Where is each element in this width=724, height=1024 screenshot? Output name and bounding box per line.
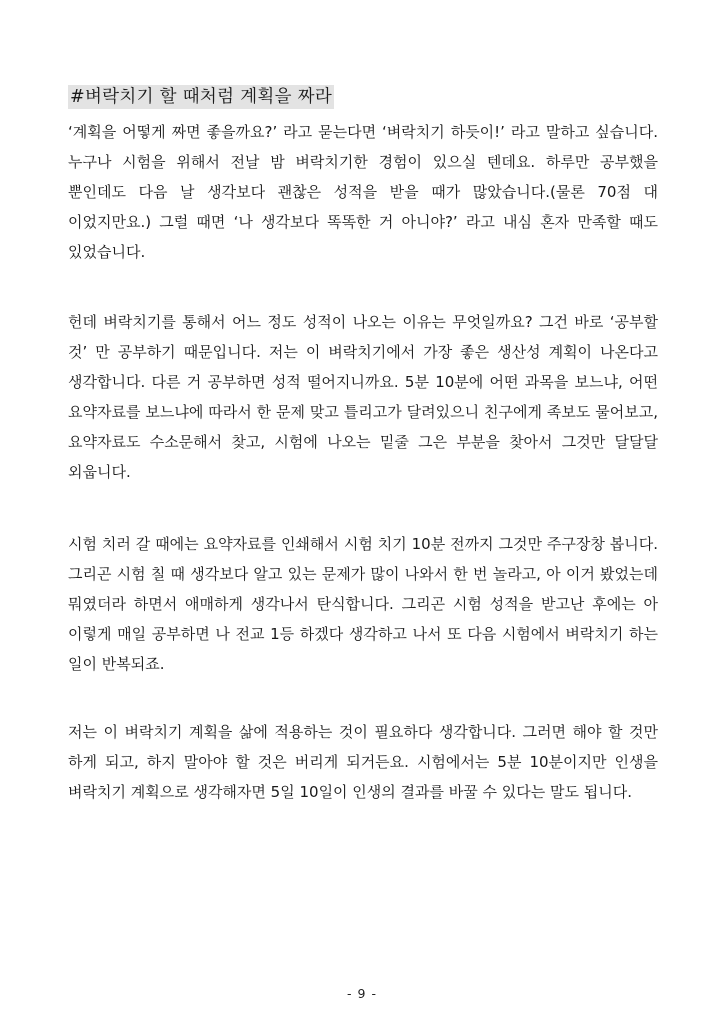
page-number: - 9 - — [347, 986, 377, 1001]
section-heading: #벼락치기 할 때처럼 계획을 짜라 — [70, 87, 333, 107]
body-paragraph-1: ‘계획을 어떻게 짜면 좋을까요?’ 라고 묻는다면 ‘벼락치기 하듯이!’ 라고 말하고 싶습니다. 누구나 시험을 위해서 전날 밤 벼락치기한 경험이 있으실 텐데요. 하루만 공부했을 뿐인데도 다음 날 생각보다 괜찮은 성적을 받을 때가 많았습니다.(물론 70점 대 이었지만요.) 그럴 때면 ‘나 생각보다 똑똑한 거 아니야?’ 라고 내심 혼자 만족할 때도 있었습니다. — [68, 123, 658, 261]
body-paragraph-3: 시험 치러 갈 때에는 요약자료를 인쇄해서 시험 치기 10분 전까지 그것만 주구장창 봅니다. 그리곤 시험 칠 때 생각보다 알고 있는 문제가 많이 나와서 한 번 놀라고, 아 이거 봤었는데 뭐였더라 하면서 애매하게 생각나서 탄식합니다. 그리곤 시험 성적을 받고난 후에는 아 이렇게 매일 공부하면 나 전교 1등 하겠다 생각하고 나서 또 다음 시험에서 벼락치기 하는 일이 반복되죠. — [68, 535, 658, 673]
body-paragraph-2: 헌데 벼락치기를 통해서 어느 정도 성적이 나오는 이유는 무엇일까요? 그건 바로 ‘공부할 것’ 만 공부하기 때문입니다. 저는 이 벼락치기에서 가장 좋은 생산성 계획이 나온다고 생각합니다. 다른 거 공부하면 성적 떨어지니까요. 5분 10분에 어떤 과목을 보느냐, 어떤 요약자료를 보느냐에 따라서 한 문제 맞고 틀리고가 달려있으니 친구에게 족보도 물어보고, 요약자료도 수소문해서 찾고, 시험에 나오는 밑줄 그은 부분을 찾아서 그것만 달달달 외웁니다. — [68, 313, 658, 481]
body-paragraph-4: 저는 이 벼락치기 계획을 삶에 적용하는 것이 필요하다 생각합니다. 그러면 해야 할 것만 하게 되고, 하지 말아야 할 것은 버리게 되거든요. 시험에서는 5분 10분이지만 인생을 벼락치기 계획으로 생각해자면 5일 10일이 인생의 결과를 바꿀 수 있다는 말도 됩니다. — [68, 723, 658, 801]
